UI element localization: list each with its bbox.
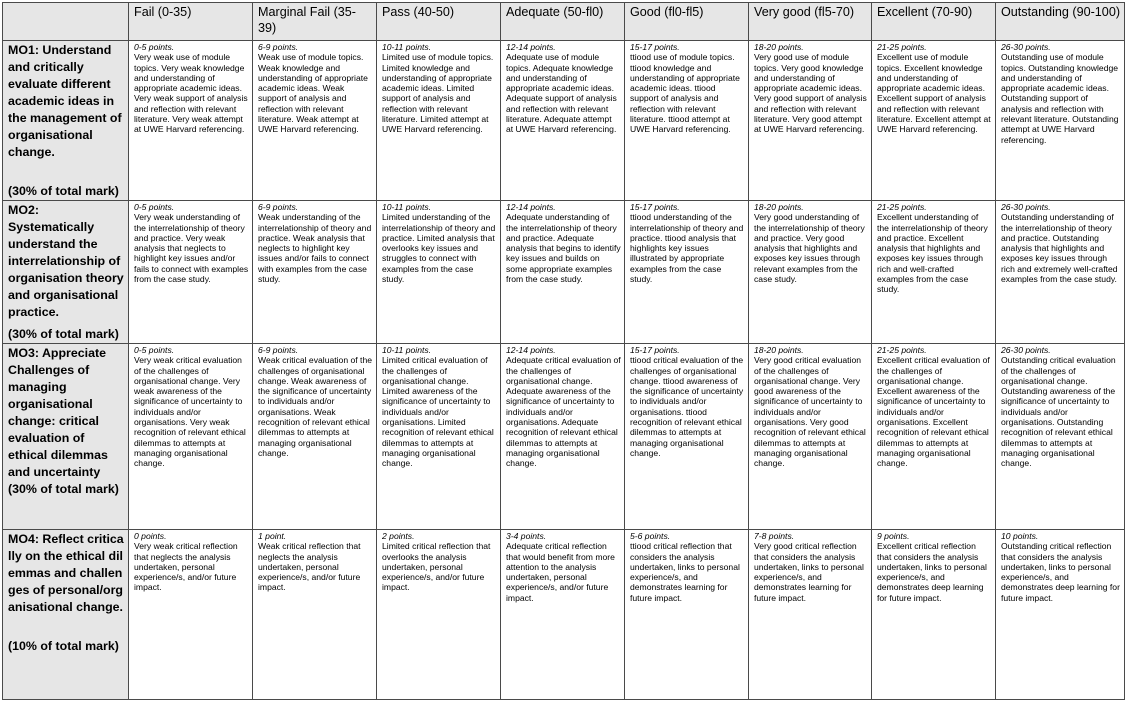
criterion-description: Adequate understanding of the interrelationship of theory and practice. Adequate analysis that begins to identify key issues and builds on some appropriate examples from the case study. bbox=[506, 212, 621, 285]
points-range: 6-9 points. bbox=[258, 42, 299, 52]
row-weight: (30% of total mark) bbox=[8, 327, 119, 341]
points-range: 21-25 points. bbox=[877, 345, 927, 355]
header-row bbox=[3, 3, 1125, 41]
criterion-description: ttiood critical evaluation of the challenges of organisational change. ttiood awareness of the significance of uncertainty to individuals and/or organisations. ttiood recognition of relevant ethical dilemmas to attempts at managing organisational change. bbox=[630, 355, 744, 458]
criterion-description: Excellent critical reflection that considers the analysis undertaken, links to personal experience/s, and demonstrates deep learning for future impact. bbox=[877, 541, 987, 603]
row-title: MO2: Systematically understand the interrelationship of organisation theory and organisational practice. bbox=[8, 203, 124, 319]
criterion-cell bbox=[872, 201, 996, 344]
criterion-cell bbox=[625, 201, 749, 344]
criterion-description: Limited critical evaluation of the challenges of organisational change. Limited awareness of the significance of uncertainty to individuals and/or organisations. Limited recognition of relevant ethical dilemmas to attempts at managing organisational change. bbox=[382, 355, 494, 469]
criterion-description: Very weak use of module topics. Very weak knowledge and understanding of appropriate academic ideas. Very weak support of analysis and reflection with relevant literature. Very weak attempt at UWE Harvard referencing. bbox=[134, 52, 248, 135]
criterion-cell bbox=[377, 530, 501, 700]
criterion-description: Excellent use of module topics. Excellent knowledge and understanding of appropriate academic ideas. Excellent support of analysis and reflection with relevant literature. Excellent attempt at UWE Harvard referencing. bbox=[877, 52, 991, 135]
criterion-cell bbox=[749, 201, 872, 344]
col-header-very-good: Very good (fl5-70) bbox=[749, 3, 872, 41]
criterion-description: Weak use of module topics. Weak knowledge and understanding of appropriate academic ideas. Weak support of analysis and reflection with relevant literature. Weak attempt at UWE Harvard referencing. bbox=[258, 52, 368, 135]
criterion-description: ttiood use of module topics. ttiood knowledge and understanding of appropriate academic ideas. ttiood support of analysis and reflection with relevant literature. ttiood attempt at UWE Harvard referencing. bbox=[630, 52, 740, 135]
criterion-description: Outstanding use of module topics. Outstanding knowledge and understanding of appropriate academic ideas. Outstanding support of analysis and reflection with relevant literature. Outstanding attempt at UWE Harvard referencing. bbox=[1001, 52, 1119, 145]
points-range: 26-30 points. bbox=[1001, 42, 1051, 52]
criterion-cell bbox=[501, 530, 625, 700]
criterion-description: Limited critical reflection that overlooks the analysis undertaken, personal experience/s, and/or future impact. bbox=[382, 541, 491, 593]
criterion-cell bbox=[129, 530, 253, 700]
points-range: 15-17 points. bbox=[630, 345, 680, 355]
col-header-excellent: Excellent (70-90) bbox=[872, 3, 996, 41]
criterion-cell bbox=[625, 41, 749, 201]
points-range: 2 points. bbox=[382, 531, 415, 541]
criterion-cell bbox=[501, 201, 625, 344]
points-range: 0 points. bbox=[134, 531, 167, 541]
table-row-mo3 bbox=[3, 344, 1125, 530]
criterion-cell bbox=[625, 530, 749, 700]
points-range: 15-17 points. bbox=[630, 42, 680, 52]
col-header-marginal-fail: Marginal Fail (35-39) bbox=[253, 3, 377, 41]
points-range: 5-6 points. bbox=[630, 531, 671, 541]
criterion-cell bbox=[129, 344, 253, 530]
criterion-cell bbox=[749, 530, 872, 700]
criterion-description: Excellent understanding of the interrelationship of theory and practice. Excellent analysis that highlights and exposes key issues through rich and well-crafted examples from the case study. bbox=[877, 212, 988, 295]
criterion-description: Adequate use of module topics. Adequate knowledge and understanding of appropriate academic ideas. Adequate support of analysis and reflection with relevant literature. Adequate attempt at UWE Harvard referencing. bbox=[506, 52, 617, 135]
points-range: 0-5 points. bbox=[134, 345, 175, 355]
points-range: 9 points. bbox=[877, 531, 910, 541]
points-range: 26-30 points. bbox=[1001, 345, 1051, 355]
criterion-description: Excellent critical evaluation of the challenges of organisational change. Excellent awareness of the significance of uncertainty to individuals and/or organisations. Excellent recognition of relevant ethical dilemmas to attempts at managing organisational change. bbox=[877, 355, 990, 469]
criterion-cell bbox=[501, 344, 625, 530]
points-range: 26-30 points. bbox=[1001, 202, 1051, 212]
points-range: 7-8 points. bbox=[754, 531, 795, 541]
criterion-description: Weak critical reflection that neglects the analysis undertaken, personal experience/s, and/or future impact. bbox=[258, 541, 361, 593]
criterion-cell bbox=[996, 41, 1125, 201]
points-range: 21-25 points. bbox=[877, 42, 927, 52]
criterion-cell bbox=[253, 530, 377, 700]
points-range: 10-11 points. bbox=[382, 42, 432, 52]
points-range: 18-20 points. bbox=[754, 42, 804, 52]
col-header-good: Good (fl0-fl5) bbox=[625, 3, 749, 41]
row-weight: (30% of total mark) bbox=[8, 184, 119, 198]
points-range: 0-5 points. bbox=[134, 202, 175, 212]
row-title: MO4: Reflect critically on the ethical dilemmas and challenges of personal/organisational change. bbox=[8, 532, 124, 614]
points-range: 21-25 points. bbox=[877, 202, 927, 212]
criterion-cell bbox=[377, 201, 501, 344]
table-row-mo2 bbox=[3, 201, 1125, 344]
points-range: 6-9 points. bbox=[258, 202, 299, 212]
criterion-cell bbox=[253, 344, 377, 530]
points-range: 12-14 points. bbox=[506, 202, 556, 212]
criterion-cell bbox=[129, 201, 253, 344]
criterion-cell bbox=[749, 344, 872, 530]
col-header-pass: Pass (40-50) bbox=[377, 3, 501, 41]
points-range: 18-20 points. bbox=[754, 202, 804, 212]
points-range: 12-14 points. bbox=[506, 42, 556, 52]
row-header-mo3 bbox=[3, 344, 129, 530]
marking-rubric-table bbox=[2, 2, 1125, 700]
points-range: 0-5 points. bbox=[134, 42, 175, 52]
points-range: 6-9 points. bbox=[258, 345, 299, 355]
criterion-description: Very good understanding of the interrelationship of theory and practice. Very good analysis that highlights and exposes key issues through relevant examples from the case study. bbox=[754, 212, 865, 285]
criterion-cell bbox=[501, 41, 625, 201]
col-header-outstanding: Outstanding (90-100) bbox=[996, 3, 1125, 41]
criterion-cell bbox=[996, 344, 1125, 530]
row-weight: (10% of total mark) bbox=[8, 639, 119, 653]
criterion-cell bbox=[996, 201, 1125, 344]
criterion-cell bbox=[872, 530, 996, 700]
table-row-mo4 bbox=[3, 530, 1125, 700]
criterion-description: ttiood understanding of the interrelationship of theory and practice. ttiood analysis that highlights key issues illustrated by appropriate examples from the case study. bbox=[630, 212, 744, 285]
criterion-description: Weak understanding of the interrelationship of theory and practice. Weak analysis that neglects to highlight key issues and/or fails to connect with examples from the case study. bbox=[258, 212, 372, 285]
row-header-mo2 bbox=[3, 201, 129, 344]
criterion-description: ttiood critical reflection that considers the analysis undertaken, links to personal experience/s, and demonstrates learning for future impact. bbox=[630, 541, 740, 603]
criterion-cell bbox=[625, 344, 749, 530]
criterion-cell bbox=[749, 41, 872, 201]
criterion-cell bbox=[377, 344, 501, 530]
row-header-mo4 bbox=[3, 530, 129, 700]
points-range: 15-17 points. bbox=[630, 202, 680, 212]
points-range: 3-4 points. bbox=[506, 531, 547, 541]
corner-cell bbox=[3, 3, 129, 41]
points-range: 1 point. bbox=[258, 531, 287, 541]
criterion-cell bbox=[872, 344, 996, 530]
criterion-description: Weak critical evaluation of the challenges of organisational change. Weak awareness of the significance of uncertainty to individuals and/or organisations. Weak recognition of relevant ethical dilemmas to attempts at managing organisational change. bbox=[258, 355, 373, 458]
points-range: 18-20 points. bbox=[754, 345, 804, 355]
row-header-mo1 bbox=[3, 41, 129, 201]
col-header-adequate: Adequate (50-fl0) bbox=[501, 3, 625, 41]
row-weight: (30% of total mark) bbox=[8, 482, 119, 496]
row-title: MO1: Understand and critically evaluate different academic ideas in the management of organisational change. bbox=[8, 43, 122, 159]
row-title: MO3: Appreciate Challenges of managing organisational change: critical evaluation of ethical dilemmas and uncertainty bbox=[8, 346, 108, 479]
criterion-description: Very weak critical reflection that neglects the analysis undertaken, personal experience/s, and/or future impact. bbox=[134, 541, 238, 593]
points-range: 10-11 points. bbox=[382, 345, 432, 355]
points-range: 12-14 points. bbox=[506, 345, 556, 355]
criterion-description: Limited understanding of the interrelationship of theory and practice. Limited analysis that overlooks key issues and struggles to connect with examples from the case study. bbox=[382, 212, 496, 285]
col-header-fail: Fail (0-35) bbox=[129, 3, 253, 41]
criterion-description: Outstanding critical reflection that considers the analysis undertaken, links to personal experience/s, and demonstrates deep learning for future impact. bbox=[1001, 541, 1120, 603]
criterion-description: Very good critical reflection that considers the analysis undertaken, links to personal experience/s, and demonstrates learning for future impact. bbox=[754, 541, 864, 603]
points-range: 10-11 points. bbox=[382, 202, 432, 212]
criterion-cell bbox=[872, 41, 996, 201]
criterion-description: Very good use of module topics. Very good knowledge and understanding of appropriate academic ideas. Very good support of analysis and reflection with relevant literature. Very good attempt at UWE Harvard referencing. bbox=[754, 52, 867, 135]
criterion-description: Very good critical evaluation of the challenges of organisational change. Very good awareness of the significance of uncertainty to individuals and/or organisations. Very good recognition of relevant ethical dilemmas to attempts at managing organisational change. bbox=[754, 355, 866, 469]
criterion-description: Very weak understanding of the interrelationship of theory and practice. Very weak analysis that neglects to highlight key issues and/or fails to connect with examples from the case study. bbox=[134, 212, 249, 285]
criterion-description: Adequate critical reflection that would benefit from more attention to the analysis undertaken, personal experience/s, and/or future impact. bbox=[506, 541, 615, 603]
criterion-cell bbox=[253, 201, 377, 344]
criterion-cell bbox=[253, 41, 377, 201]
criterion-description: Adequate critical evaluation of the challenges of organisational change. Adequate awareness of the significance of uncertainty to individuals and/or organisations. Adequate recognition of relevant ethical dilemmas to attempts at managing organisational change. bbox=[506, 355, 621, 469]
criterion-description: Limited use of module topics. Limited knowledge and understanding of appropriate academic ideas. Limited support of analysis and reflection with relevant literature. Limited attempt at UWE Harvard referencing. bbox=[382, 52, 494, 135]
criterion-cell bbox=[129, 41, 253, 201]
criterion-cell bbox=[377, 41, 501, 201]
criterion-cell bbox=[996, 530, 1125, 700]
criterion-description: Outstanding critical evaluation of the challenges of organisational change. Outstanding awareness of the significance of uncertainty to individuals and/or organisations. Outstanding recognition of relevant ethical dilemmas to attempts at managing organisational change. bbox=[1001, 355, 1116, 469]
criterion-description: Outstanding understanding of the interrelationship of theory and practice. Outstanding analysis that highlights and exposes key issues through rich and extremely well-crafted examples from the case study. bbox=[1001, 212, 1118, 285]
table-row-mo1 bbox=[3, 41, 1125, 201]
criterion-description: Very weak critical evaluation of the challenges of organisational change. Very weak awareness of the significance of uncertainty to individuals and/or organisations. Very weak recognition of relevant ethical dilemmas to attempts at managing organisational change. bbox=[134, 355, 246, 469]
points-range: 10 points. bbox=[1001, 531, 1039, 541]
